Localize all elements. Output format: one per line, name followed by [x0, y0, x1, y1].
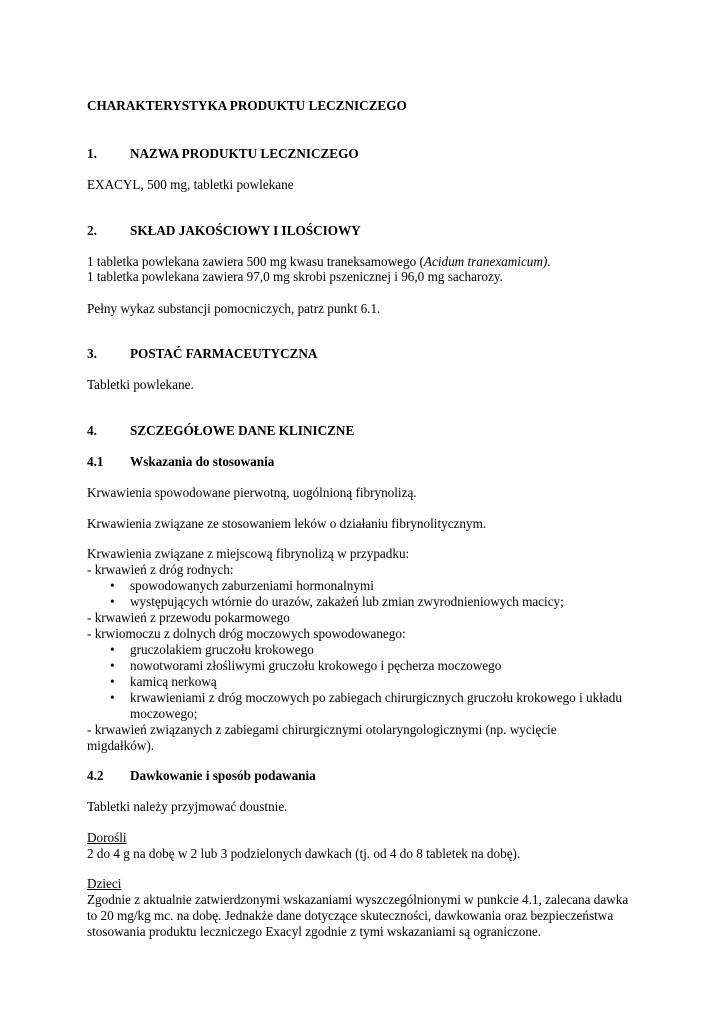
adults-subheading: Dorośli — [87, 830, 127, 845]
list-item: • spowodowanych zaburzeniami hormonalnymi — [110, 578, 374, 593]
section-1-title: NAZWA PRODUKTU LECZNICZEGO — [130, 146, 359, 161]
section-4-1-number: 4.1 — [87, 454, 104, 469]
children-subheading: Dzieci — [87, 876, 122, 891]
section-1-number: 1. — [87, 146, 97, 161]
list-item: • gruczolakiem gruczołu krokowego — [110, 642, 314, 657]
children-dosage-line-1: Zgodnie z aktualnie zatwierdzonymi wskazaniami wyszczególnionymi w punkcie 4.1, zalecana dawka — [87, 892, 629, 907]
section-4-2-number: 4.2 — [87, 768, 104, 783]
product-name: EXACYL, 500 mg, tabletki powlekane — [87, 177, 294, 192]
section-2-title: SKŁAD JAKOŚCIOWY I ILOŚCIOWY — [130, 223, 361, 238]
list-item: • krwawieniami z dróg moczowych po zabiegach chirurgicznych gruczołu krokowego i układu — [110, 690, 622, 705]
indication-dash-4: - krwawień związanych z zabiegami chirurgicznymi otolaryngologicznymi (np. wycięcie — [87, 722, 557, 737]
section-3-number: 3. — [87, 346, 97, 361]
indication-dash-2: - krwawień z przewodu pokarmowego — [87, 610, 290, 625]
indication-paragraph-3: Krwawienia związane z miejscową fibrynolizą w przypadku: — [87, 546, 410, 561]
bullet-icon: • — [110, 690, 115, 705]
list-item: • nowotworami złośliwymi gruczołu krokowego i pęcherza moczowego — [110, 658, 502, 673]
composition-line-2: 1 tabletka powlekana zawiera 97,0 mg skrobi pszenicznej i 96,0 mg sacharozy. — [87, 269, 503, 284]
adults-dosage: 2 do 4 g na dobę w 2 lub 3 podzielonych dawkach (tj. od 4 do 8 tabletek na dobę). — [87, 846, 521, 861]
section-2-number: 2. — [87, 223, 97, 238]
children-dosage-line-3: stosowania produktu leczniczego Exacyl zgodnie z tymi wskazaniami są ograniczone. — [87, 924, 542, 939]
list-item: • występujących wtórnie do urazów, zakażeń lub zmian zwyrodnieniowych macicy; — [110, 594, 564, 609]
section-4-1-title: Wskazania do stosowania — [130, 454, 275, 469]
bullet-icon: • — [110, 674, 115, 689]
composition-line-1: 1 tabletka powlekana zawiera 500 mg kwasu traneksamowego (Acidum tranexamicum). — [87, 254, 551, 269]
bullet-icon: • — [110, 658, 115, 673]
pharmaceutical-form: Tabletki powlekane. — [87, 377, 194, 392]
excipients-note: Pełny wykaz substancji pomocniczych, patrz punkt 6.1. — [87, 301, 381, 316]
indication-dash-4-continuation: migdałków). — [87, 738, 155, 753]
indication-dash-1: - krwawień z dróg rodnych: — [87, 562, 234, 577]
list-item-continuation: moczowego; — [130, 706, 198, 721]
indication-dash-3: - krwiomoczu z dolnych dróg moczowych spowodowanego: — [87, 626, 406, 641]
section-4-number: 4. — [87, 423, 97, 438]
bullet-icon: • — [110, 642, 115, 657]
indication-paragraph-1: Krwawienia spowodowane pierwotną, uogólnioną fibrynolizą. — [87, 485, 417, 500]
section-3-title: POSTAĆ FARMACEUTYCZNA — [130, 346, 318, 361]
list-item: • kamicą nerkową — [110, 674, 217, 689]
bullet-icon: • — [110, 578, 115, 593]
children-dosage-line-2: to 20 mg/kg mc. na dobę. Jednakże dane dotyczące skuteczności, dawkowania oraz bezpieczeństwa — [87, 908, 614, 923]
document-title: CHARAKTERYSTYKA PRODUKTU LECZNICZEGO — [87, 98, 407, 113]
dosage-paragraph-1: Tabletki należy przyjmować doustnie. — [87, 799, 288, 814]
indication-paragraph-2: Krwawienia związane ze stosowaniem leków o działaniu fibrynolitycznym. — [87, 516, 487, 531]
section-4-2-title: Dawkowanie i sposób podawania — [130, 768, 316, 783]
bullet-icon: • — [110, 594, 115, 609]
section-4-title: SZCZEGÓŁOWE DANE KLINICZNE — [130, 423, 355, 438]
